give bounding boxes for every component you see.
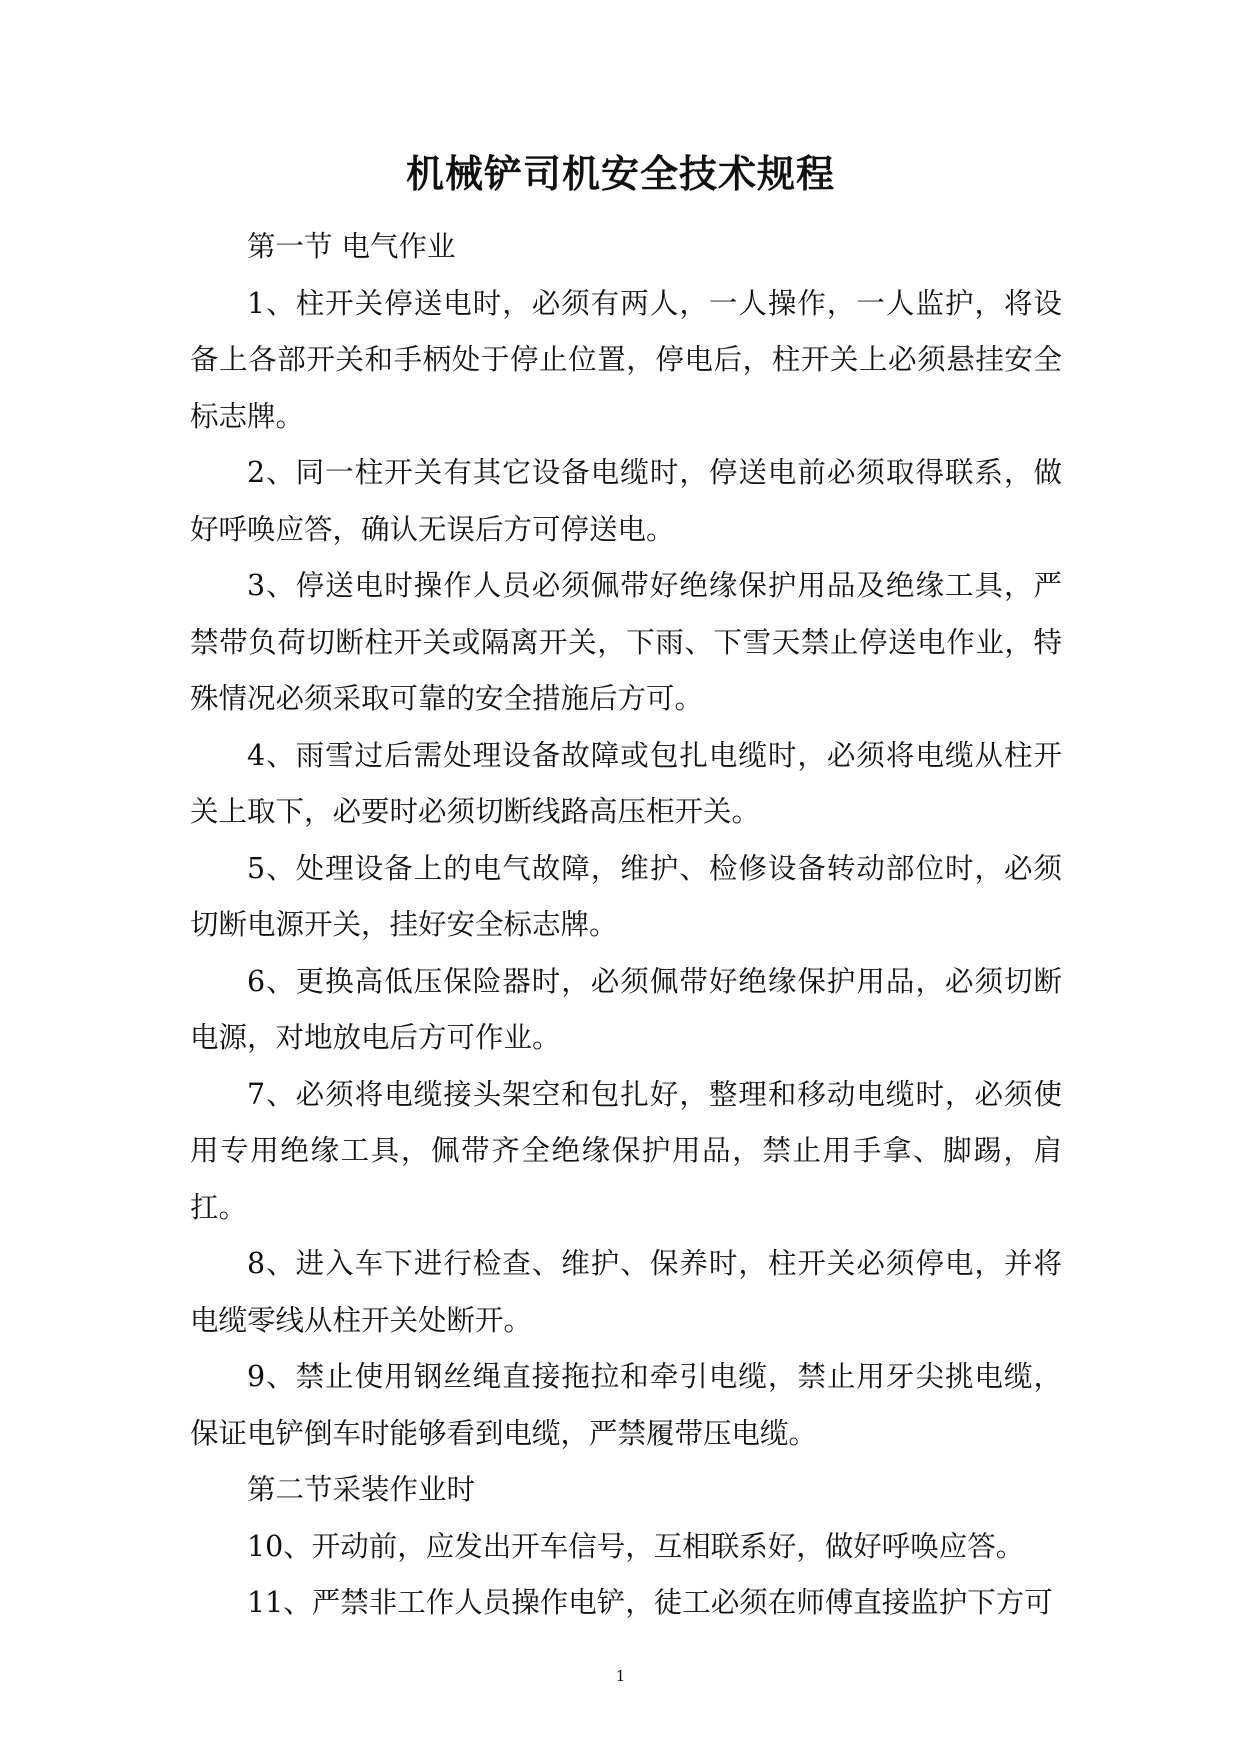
paragraph: 6、更换高低压保险器时，必须佩带好绝缘保护用品，必须切断电源，对地放电后方可作业。 xyxy=(190,964,1062,1054)
document-title: 机械铲司机安全技术规程 xyxy=(405,151,835,196)
paragraph: 2、同一柱开关有其它设备电缆时，停送电前必须取得联系，做好呼唤应答，确认无误后方可停送电。 xyxy=(190,456,1062,546)
paragraph: 5、处理设备上的电气故障，维护、检修设备转动部位时，必须切断电源开关，挂好安全标志牌。 xyxy=(190,851,1062,941)
document-body xyxy=(190,219,1062,1632)
section-heading: 第二节采装作业时 xyxy=(247,1473,476,1506)
paragraph: 1、柱开关停送电时，必须有两人，一人操作，一人监护，将设备上各部开关和手柄处于停止位置，停电后，柱开关上必须悬挂安全标志牌。 xyxy=(190,286,1062,433)
paragraph: 11、严禁非工作人员操作电铲，徒工必须在师傅直接监护下方可 xyxy=(247,1586,1053,1619)
paragraph: 9、禁止使用钢丝绳直接拖拉和牵引电缆，禁止用牙尖挑电缆，保证电铲倒车时能够看到电缆，严禁履带压电缆。 xyxy=(190,1360,1062,1450)
paragraph: 10、开动前，应发出开车信号，互相联系好，做好呼唤应答。 xyxy=(247,1529,1025,1563)
page-number: 1 xyxy=(615,1667,626,1685)
paragraph: 4、雨雪过后需处理设备故障或包扎电缆时，必须将电缆从柱开关上取下，必要时必须切断线路高压柜开关。 xyxy=(190,738,1062,828)
paragraph: 8、进入车下进行检查、维护、保养时，柱开关必须停电，并将电缆零线从柱开关处断开。 xyxy=(190,1247,1062,1337)
section-heading: 第一节 电气作业 xyxy=(247,230,456,263)
paragraph: 3、停送电时操作人员必须佩带好绝缘保护用品及绝缘工具，严禁带负荷切断柱开关或隔离开关，下雨、下雪天禁止停送电作业，特殊情况必须采取可靠的安全措施后方可。 xyxy=(190,569,1062,715)
paragraph: 7、必须将电缆接头架空和包扎好，整理和移动电缆时，必须使用专用绝缘工具，佩带齐全绝缘保护用品，禁止用手拿、脚踢，肩扛。 xyxy=(190,1077,1062,1224)
